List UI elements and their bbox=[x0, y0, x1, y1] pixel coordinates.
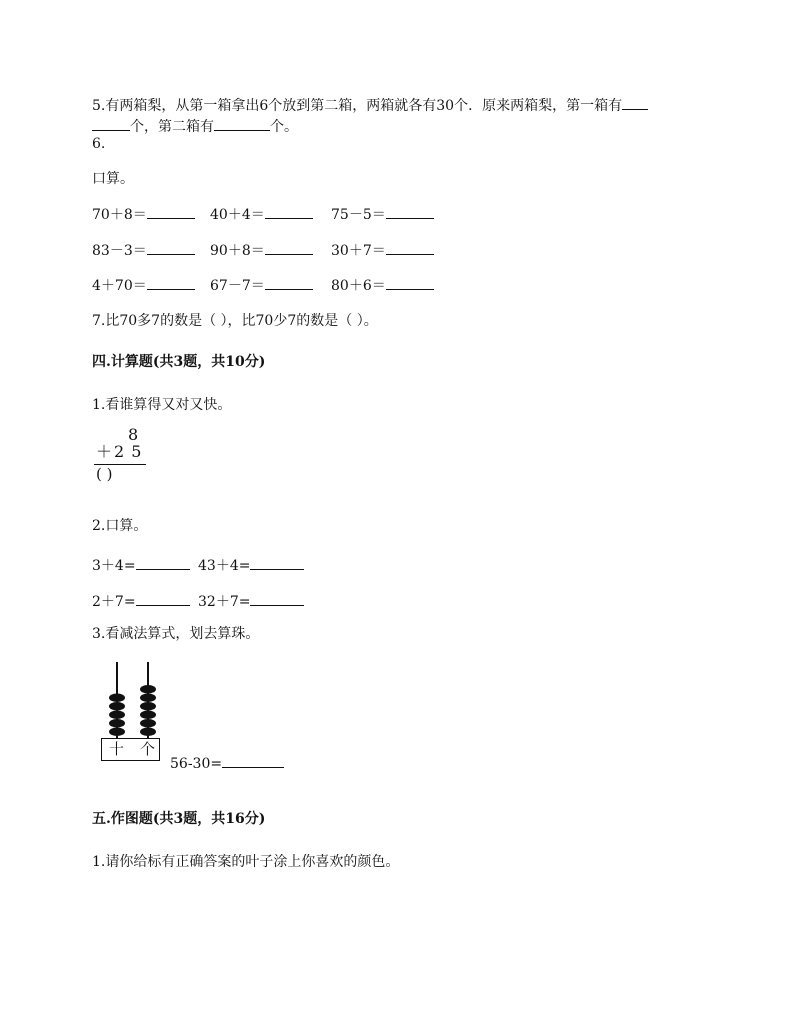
q6-item bbox=[210, 205, 313, 224]
q6-item bbox=[92, 205, 195, 224]
s4-q2-expr: 43＋4= bbox=[198, 558, 251, 574]
q6-expr: 90＋8＝ bbox=[210, 243, 265, 259]
s4-q2-item bbox=[198, 556, 304, 575]
abacus-bead[interactable] bbox=[140, 719, 156, 727]
q5-text: 5.有两箱梨，从第一箱拿出6个放到第二箱，两箱就各有30个．原来两箱梨，第一箱有 bbox=[92, 98, 623, 114]
s4-q3-text: 3.看减法算式，划去算珠。 bbox=[92, 626, 260, 642]
q6-item bbox=[331, 241, 434, 260]
q6-expr: 40＋4＝ bbox=[210, 207, 265, 223]
answer-blank[interactable] bbox=[386, 241, 434, 255]
q6-expr: 30＋7＝ bbox=[331, 243, 386, 259]
abacus-bead[interactable] bbox=[109, 728, 125, 736]
vertical-addition bbox=[94, 426, 154, 486]
q6-item bbox=[331, 205, 434, 224]
answer-blank[interactable] bbox=[386, 205, 434, 219]
result-parens[interactable]: ( ) bbox=[96, 465, 113, 483]
q6-expr: 67－7＝ bbox=[210, 278, 265, 294]
answer-blank[interactable] bbox=[222, 754, 284, 768]
q5-blank-1a[interactable] bbox=[622, 96, 648, 110]
q5-mid-text: 个，第二箱有 bbox=[130, 119, 214, 135]
q6-item bbox=[92, 241, 195, 260]
s4-q2-text: 2.口算。 bbox=[92, 518, 148, 534]
q6-expr: 83－3＝ bbox=[92, 243, 147, 259]
q6-item bbox=[210, 276, 313, 295]
answer-blank[interactable] bbox=[265, 205, 313, 219]
abacus-bead[interactable] bbox=[140, 702, 156, 710]
q6-expr: 80＋6＝ bbox=[331, 278, 386, 294]
s4-q2-expr: 2＋7= bbox=[92, 594, 136, 610]
addend-top: 8 bbox=[128, 425, 139, 444]
q6-expr: 4＋70＝ bbox=[92, 278, 147, 294]
answer-blank[interactable] bbox=[136, 556, 190, 570]
answer-blank[interactable] bbox=[147, 205, 195, 219]
s4-q1-text: 1.看谁算得又对又快。 bbox=[92, 397, 232, 413]
s4-q2-item bbox=[92, 556, 190, 575]
abacus-bead[interactable] bbox=[140, 685, 156, 693]
q7-text: 7.比70多7的数是（ ），比70少7的数是（ ）。 bbox=[92, 313, 378, 329]
s4-q3-equation bbox=[170, 754, 284, 773]
plus-sign: ＋ bbox=[96, 442, 113, 461]
q6-item bbox=[92, 276, 195, 295]
abacus-bead[interactable] bbox=[109, 694, 125, 702]
q6-item bbox=[210, 241, 313, 260]
tens-label: 十 bbox=[109, 740, 125, 758]
q5-end-text: 个。 bbox=[270, 119, 298, 135]
answer-blank[interactable] bbox=[386, 276, 434, 290]
answer-blank[interactable] bbox=[265, 276, 313, 290]
answer-blank[interactable] bbox=[265, 241, 313, 255]
abacus-bead[interactable] bbox=[140, 711, 156, 719]
q5-blank-2[interactable] bbox=[214, 117, 270, 131]
s4-q3-expr: 56-30= bbox=[170, 756, 223, 772]
answer-blank[interactable] bbox=[250, 592, 304, 606]
q6-item bbox=[331, 276, 434, 295]
answer-blank[interactable] bbox=[136, 592, 190, 606]
answer-blank[interactable] bbox=[147, 241, 195, 255]
answer-blank[interactable] bbox=[250, 556, 304, 570]
tens-beads[interactable] bbox=[109, 694, 125, 736]
q5-blank-1b[interactable] bbox=[92, 117, 130, 131]
s4-q2-expr: 3＋4= bbox=[92, 558, 136, 574]
abacus-bead[interactable] bbox=[140, 694, 156, 702]
q6-number: 6. bbox=[92, 136, 106, 152]
abacus-bead[interactable] bbox=[140, 728, 156, 736]
q5-line2 bbox=[92, 117, 298, 136]
q6-expr: 70＋8＝ bbox=[92, 207, 147, 223]
addend-bottom: 2 5 bbox=[114, 442, 143, 461]
q6-title: 口算。 bbox=[92, 171, 134, 187]
s5-q1-text: 1.请你给标有正确答案的叶子涂上你喜欢的颜色。 bbox=[92, 854, 400, 870]
abacus-bead[interactable] bbox=[109, 702, 125, 710]
s4-q2-item bbox=[198, 592, 304, 611]
abacus-bead[interactable] bbox=[109, 711, 125, 719]
abacus-bead[interactable] bbox=[109, 719, 125, 727]
section5-title: 五.作图题(共3题，共16分) bbox=[92, 811, 266, 827]
section4-title: 四.计算题(共3题，共10分) bbox=[92, 354, 266, 370]
ones-label: 个 bbox=[140, 740, 156, 758]
s4-q2-expr: 32＋7= bbox=[198, 594, 251, 610]
q6-expr: 75－5＝ bbox=[331, 207, 386, 223]
q5-line1 bbox=[92, 96, 648, 115]
s4-q2-item bbox=[92, 592, 190, 611]
answer-blank[interactable] bbox=[147, 276, 195, 290]
abacus bbox=[100, 660, 162, 764]
